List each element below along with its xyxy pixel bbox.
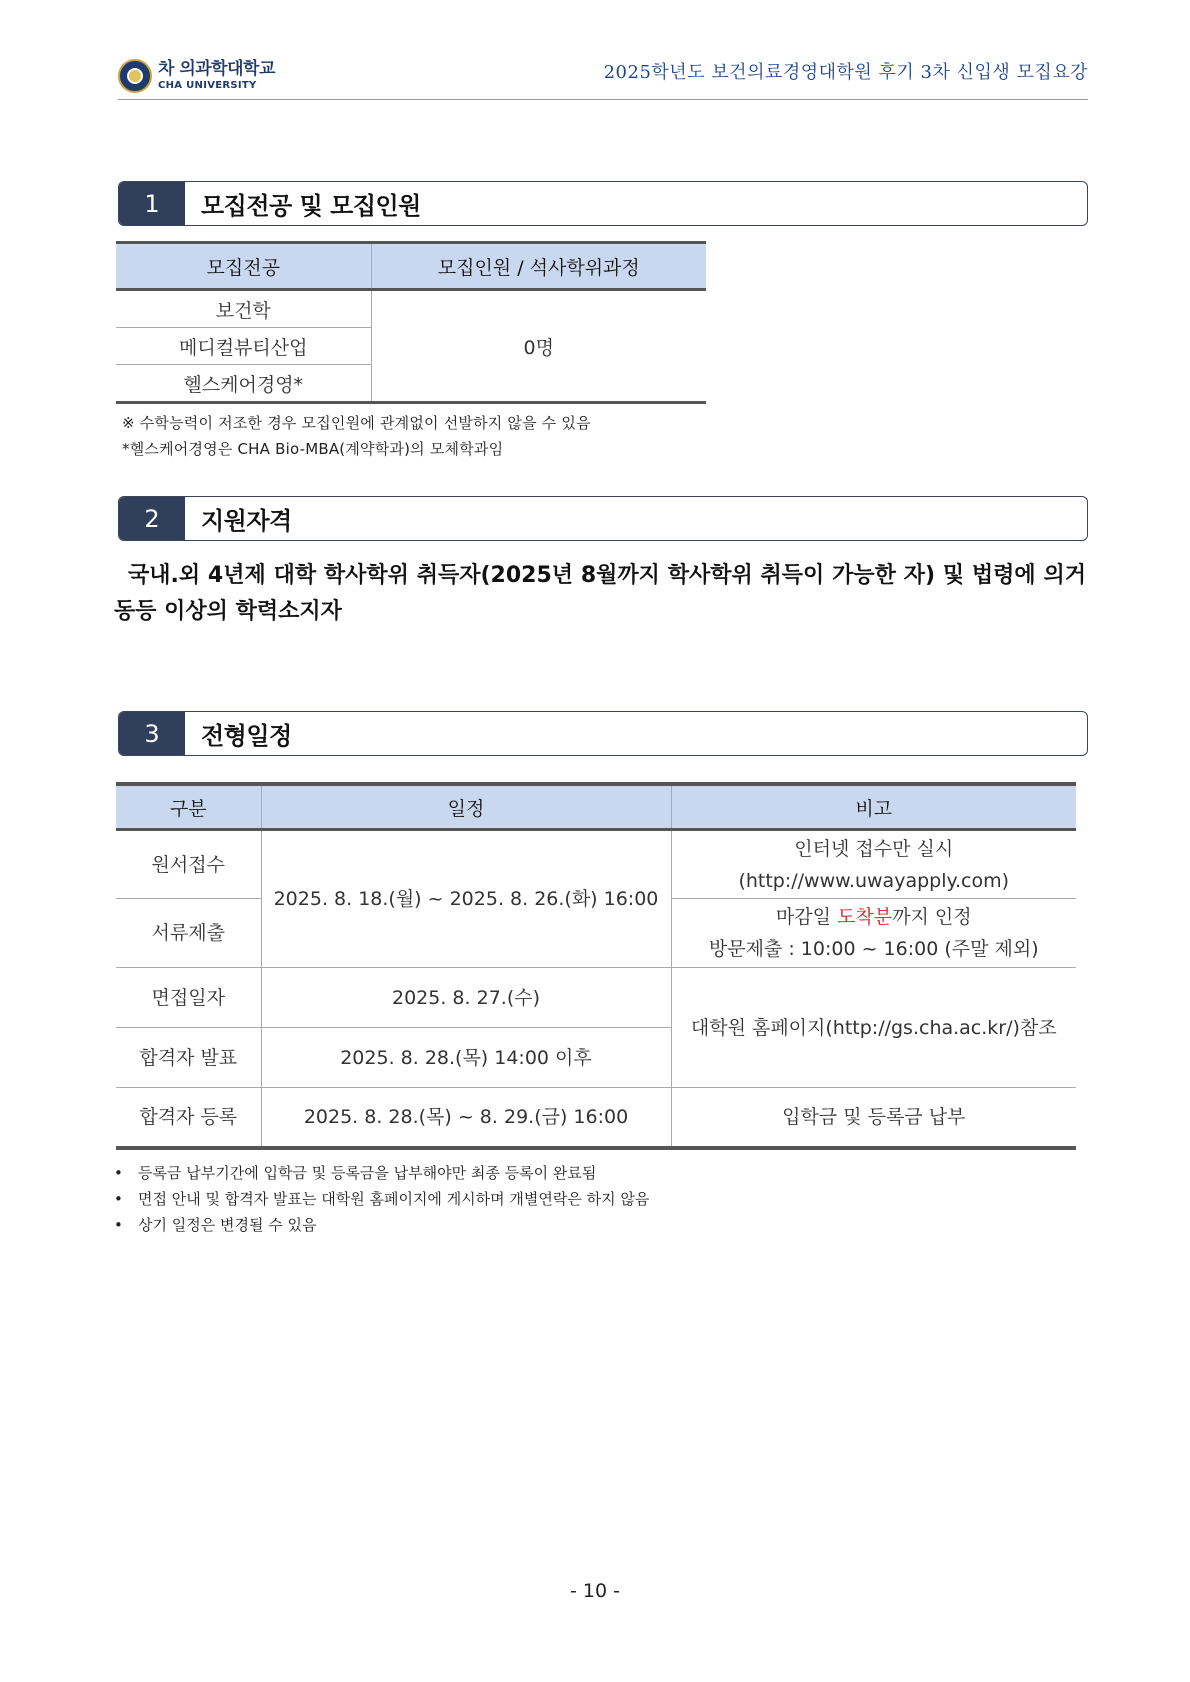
quota-cell: 0명 bbox=[371, 290, 706, 403]
remarks-text: 까지 인정 bbox=[892, 906, 972, 928]
section-title: 지원자격 bbox=[201, 507, 292, 535]
remarks-line: 방문제출 : 10:00 ~ 16:00 (주말 제외) bbox=[708, 938, 1039, 960]
col-header-remarks: 비고 bbox=[671, 784, 1076, 830]
list-item-text: 상기 일정은 변경될 수 있음 bbox=[138, 1216, 317, 1234]
schedule-cell: 2025. 8. 28.(목) 14:00 이후 bbox=[261, 1028, 671, 1088]
schedule-cell: 2025. 8. 18.(월) ~ 2025. 8. 26.(화) 16:00 bbox=[261, 830, 671, 968]
category-cell: 서류제출 bbox=[116, 899, 261, 968]
category-cell: 면접일자 bbox=[116, 968, 261, 1028]
col-header-quota: 모집인원 / 석사학위과정 bbox=[371, 243, 706, 290]
remarks-line bbox=[672, 901, 1077, 933]
bullet-icon: • bbox=[114, 1190, 123, 1208]
recruitment-table bbox=[116, 241, 706, 404]
remarks-line: 인터넷 접수만 실시 bbox=[794, 837, 954, 860]
category-cell: 원서접수 bbox=[116, 830, 261, 899]
list-item bbox=[114, 1160, 649, 1186]
highlighted-text: 도착분 bbox=[837, 906, 893, 928]
document-header-title: 2025학년도 보건의료경영대학원 후기 3차 신입생 모집요강 bbox=[603, 62, 1088, 83]
section-1-heading bbox=[118, 181, 1088, 226]
page-number: - 10 - bbox=[570, 1580, 620, 1602]
schedule-table bbox=[116, 782, 1076, 1150]
col-header-major: 모집전공 bbox=[116, 243, 371, 290]
remarks-cell: 대학원 홈페이지(http://gs.cha.ac.kr/)참조 bbox=[671, 968, 1076, 1088]
remarks-cell bbox=[671, 830, 1076, 899]
table-header-row bbox=[116, 243, 706, 290]
application-site-url: (http://www.uwayapply.com) bbox=[738, 869, 1010, 892]
header-divider bbox=[118, 99, 1088, 100]
university-seal-icon bbox=[118, 59, 152, 93]
remarks-text: 마감일 bbox=[775, 906, 838, 928]
eligibility-text: 국내.외 4년제 대학 학사학위 취득자(2025년 8월까지 학사학위 취득이 가능한 자) 및 법령에 의거 동등 이상의 학력소지자 bbox=[114, 563, 1086, 624]
section-title: 모집전공 및 모집인원 bbox=[201, 192, 421, 220]
schedule-cell: 2025. 8. 28.(목) ~ 8. 29.(금) 16:00 bbox=[261, 1088, 671, 1148]
logo-english-name: CHA UNIVERSITY bbox=[158, 80, 257, 91]
logo-korean-name: 차 의과학대학교 bbox=[158, 59, 275, 79]
section-number: 1 bbox=[119, 182, 185, 225]
list-item-text: 면접 안내 및 합격자 발표는 대학원 홈페이지에 게시하며 개별연락은 하지 않음 bbox=[138, 1190, 650, 1208]
section-title: 전형일정 bbox=[201, 722, 292, 750]
schedule-notes-list bbox=[114, 1160, 649, 1238]
university-logo bbox=[118, 56, 275, 96]
list-item-text: 등록금 납부기간에 입학금 및 등록금을 납부해야만 최종 등록이 완료됨 bbox=[138, 1164, 597, 1182]
schedule-cell: 2025. 8. 27.(수) bbox=[261, 968, 671, 1028]
note-line: ※ 수학능력이 저조한 경우 모집인원에 관계없이 선발하지 않을 수 있음 bbox=[122, 414, 591, 432]
table-row bbox=[116, 830, 1076, 899]
major-cell: 헬스케어경영* bbox=[116, 365, 371, 403]
section-number: 3 bbox=[119, 712, 185, 755]
list-item bbox=[114, 1212, 649, 1238]
section-number: 2 bbox=[119, 497, 185, 540]
bullet-icon: • bbox=[114, 1216, 123, 1234]
table-row bbox=[116, 1088, 1076, 1148]
category-cell: 합격자 발표 bbox=[116, 1028, 261, 1088]
table-row bbox=[116, 968, 1076, 1028]
major-cell: 보건학 bbox=[116, 290, 371, 328]
section-3-heading bbox=[118, 711, 1088, 756]
category-cell: 합격자 등록 bbox=[116, 1088, 261, 1148]
remarks-cell: 입학금 및 등록금 납부 bbox=[782, 1105, 966, 1128]
section-2-heading bbox=[118, 496, 1088, 541]
major-cell: 메디컬뷰티산업 bbox=[116, 328, 371, 365]
list-item bbox=[114, 1186, 649, 1212]
remarks-cell bbox=[671, 899, 1076, 968]
col-header-category: 구분 bbox=[116, 784, 261, 830]
table-header-row bbox=[116, 784, 1076, 830]
bullet-icon: • bbox=[114, 1164, 123, 1182]
table-row bbox=[116, 290, 706, 328]
col-header-schedule: 일정 bbox=[261, 784, 671, 830]
note-line: *헬스케어경영은 CHA Bio-MBA(계약학과)의 모체학과임 bbox=[122, 440, 504, 458]
